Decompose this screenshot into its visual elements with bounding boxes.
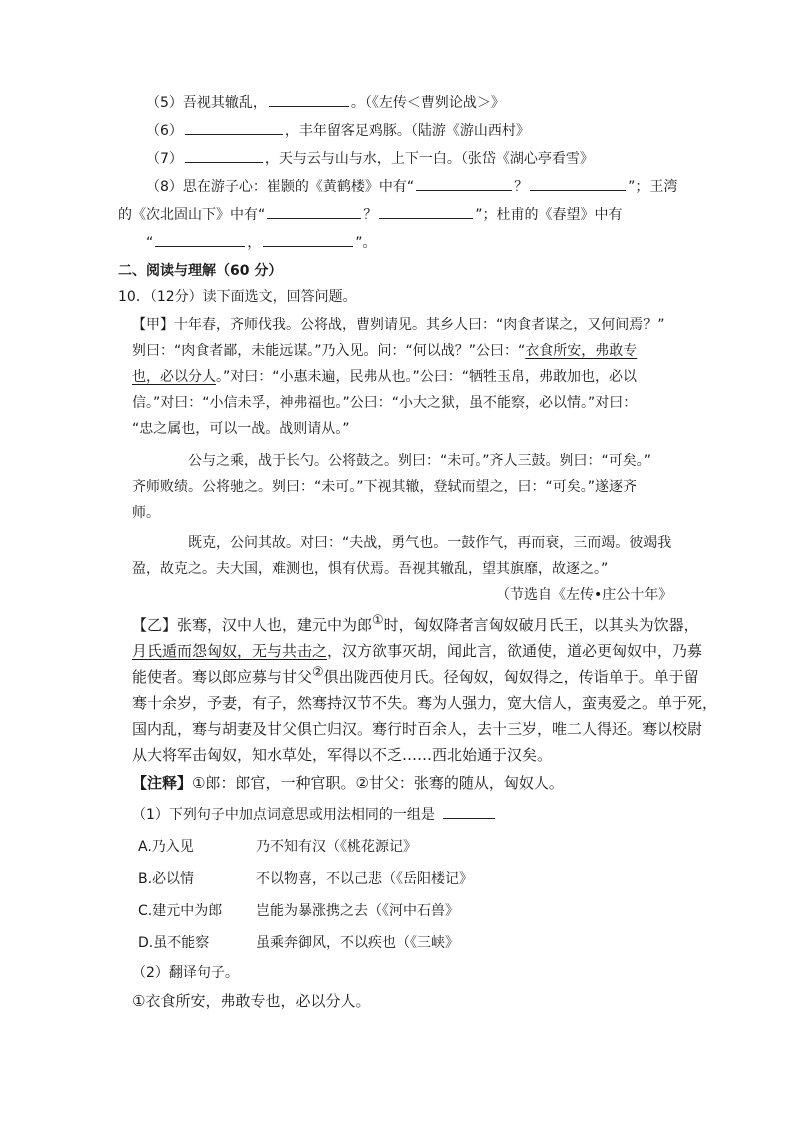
option-d-label: D.虽不能察 (138, 935, 210, 951)
sub2-stem: （2）翻译句子。 (132, 965, 239, 981)
option-d-text: 虽乘奔御风，不以疾也（《三峡》 (256, 935, 459, 951)
answer-blank[interactable] (379, 204, 473, 219)
underlined-sentence: 衣食所安，弗敢专 (525, 343, 638, 359)
footnote-mark: ① (372, 613, 384, 628)
annotation-label: 【注释】 (132, 774, 193, 792)
jia-line-1: 【甲】十年春，齐师伐我。公将战，曹刿请见。其乡人曰：“肉食者谋之，又何间焉？” (132, 317, 665, 333)
yi-line-2: 月氏遁而怨匈奴，无与共击之，汉方欲事灭胡，闻此言，欲通使，道必更匈奴中，乃募 (132, 642, 703, 660)
answer-blank[interactable] (269, 92, 349, 107)
option-c-text: 岂能为暴涨携之去（《河中石兽》 (256, 903, 459, 919)
yi-line-4: 骞十余岁，予妻，有子，然骞持汉节不失。骞为人强力，宽大信人，蛮夷爱之。单于死， (132, 694, 718, 712)
q9-item-8-line2: 的《次北固山下》中有“ ？ ”；杜甫的《春望》中有 (118, 204, 623, 226)
section-title: 二、阅读与理解（60 分） (118, 263, 283, 279)
answer-blank[interactable] (155, 232, 245, 247)
option-b-label: B.必以情 (138, 871, 195, 887)
option-a-text: 乃不知有汉（《桃花源记》 (256, 839, 417, 855)
jia-p2-line-1: 公与之乘，战于长勺。公将鼓之。刿曰：“未可。”齐人三鼓。刿曰：“可矣。” (188, 453, 652, 469)
option-b-text: 不以物喜，不以己悲（《岳阳楼记》 (256, 871, 473, 887)
answer-blank[interactable] (416, 176, 512, 191)
jia-line-2: 刿曰：“肉食者鄙，未能远谋。”乃入见。问：“何以战？”公曰：“衣食所安，弗敢专 (132, 343, 638, 359)
jia-line-3: 也，必以分人。”对曰：“小惠未遍，民弗从也。”公曰：“牺牲玉帛，弗敢加也，必以 (132, 369, 638, 385)
jia-p3-line-1: 既克，公问其故。对曰：“夫战，勇气也。一鼓作气，再而衰，三而竭。彼竭我 (188, 535, 672, 551)
sub2-item-1: ①衣食所安，弗敢专也，必以分人。 (132, 992, 371, 1010)
option-c-label: C.建元中为郎 (138, 903, 223, 919)
footnote-mark: ② (312, 665, 324, 680)
q9-item-8-line1: （8）思在游子心：崔颢的《黄鹤楼》中有“ ？ ”；王湾 (146, 176, 677, 198)
option-a-label: A.乃入见 (138, 839, 194, 855)
sub1-stem: （1）下列句子中加点词意思或用法相同的一组是 (132, 804, 497, 826)
yi-line-3: 能使者。骞以郎应募与甘父②俱出陇西使月氏。径匈奴，匈奴得之，传诣单于。单于留 (132, 665, 699, 686)
yi-line-1: 【乙】张骞，汉中人也，建元中为郎①时，匈奴降者言匈奴破月氏王，以其头为饮器， (132, 613, 699, 634)
jia-p3-line-2: 盈，故克之。夫大国，难测也，惧有伏焉。吾视其辙乱，望其旗靡，故逐之。” (132, 561, 609, 577)
answer-blank[interactable] (185, 148, 263, 163)
answer-blank[interactable] (530, 176, 626, 191)
jia-source: （节选自《左传•庄公十年》 (496, 587, 673, 603)
answer-blank[interactable] (443, 804, 495, 819)
yi-line-6: 从大将军击匈奴，知水草处，军得以不乏……西北始通于汉矣。 (132, 746, 553, 764)
underlined-sentence: 也，必以分人 (132, 369, 216, 385)
q9-item-6: （6） ，丰年留客足鸡豚。（陆游《游山西村》 (146, 120, 530, 142)
jia-p2-line-3: 师。 (132, 505, 160, 521)
answer-blank[interactable] (263, 232, 353, 247)
yi-line-5: 国内乱，骞与胡妻及甘父俱亡归汉。骞行时百余人，去十三岁，唯二人得还。骞以校尉 (132, 720, 703, 738)
answer-blank[interactable] (185, 120, 283, 135)
jia-p2-line-2: 齐师败绩。公将驰之。刿曰：“未可。”下视其辙，登轼而望之，曰：“可矣。”遂逐齐 (132, 479, 638, 495)
q9-item-8-line3: “ ， ”。 (146, 232, 377, 254)
jia-line-5: “忠之属也，可以一战。战则请从。” (132, 421, 350, 437)
answer-blank[interactable] (267, 204, 361, 219)
q9-item-5: （5）吾视其辙乱， 。（《左传＜曹刿论战＞》 (146, 92, 505, 114)
annotation: 【注释】①郎：郎官，一种官职。②甘父：张骞的随从，匈奴人。 (132, 774, 564, 792)
q10-intro: 10．（12分）读下面选文，回答问题。 (118, 289, 357, 305)
jia-line-4: 信。”对曰：“小信未孚，神弗福也。”公曰：“小大之狱，虽不能察，必以情。”对曰： (132, 395, 638, 411)
underlined-sentence: 月氏遁而怨匈奴，无与共击之 (132, 642, 328, 660)
q9-item-7: （7） ，天与云与山与水，上下一白。（张岱《湖心亭看雪》 (146, 148, 594, 170)
